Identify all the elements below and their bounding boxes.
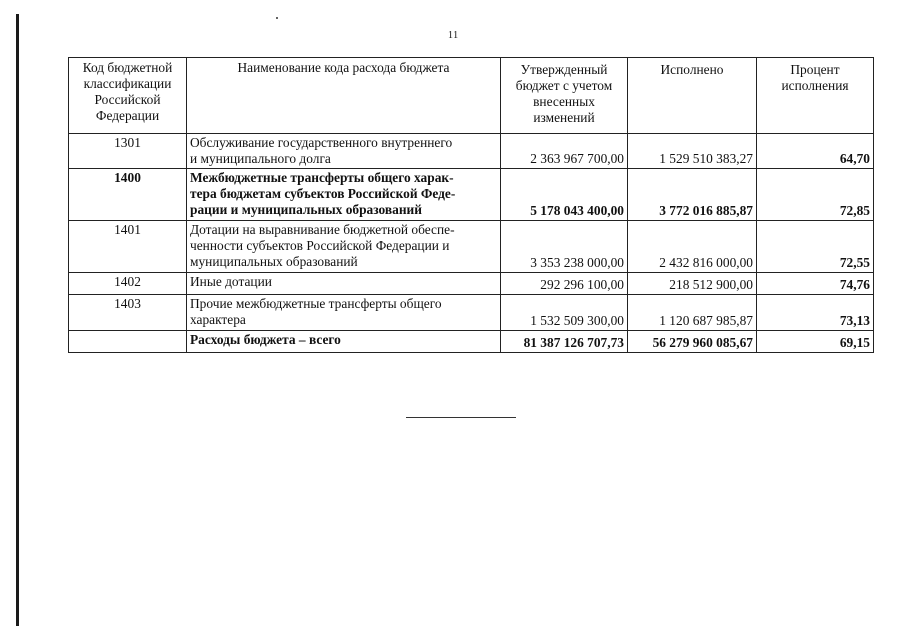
row-name: Иные дотации [187, 273, 501, 295]
table-row [69, 295, 874, 331]
page-number: 11 [448, 30, 459, 41]
row-percent: 64,70 [757, 134, 874, 169]
row-name: Дотации на выравнивание бюджетной обеспе- ченности субъектов Российской Федерации и муниципальных образований [187, 221, 501, 273]
row-code: 1402 [69, 273, 187, 295]
header-executed: Исполнено [628, 58, 757, 134]
header-budget-code: Код бюджетной классификации Российской Федерации [69, 58, 187, 134]
table-row [69, 169, 874, 221]
total-name: Расходы бюджета – всего [187, 331, 501, 353]
row-percent: 73,13 [757, 295, 874, 331]
total-code [69, 331, 187, 353]
row-name: Межбюджетные трансферты общего харак- тера бюджетам субъектов Российской Феде- рации и муниципальных образований [187, 169, 501, 221]
row-code: 1400 [69, 169, 187, 221]
table-row-total [69, 331, 874, 353]
row-executed: 1 120 687 985,87 [628, 295, 757, 331]
total-executed: 56 279 960 085,67 [628, 331, 757, 353]
row-executed: 1 529 510 383,27 [628, 134, 757, 169]
row-percent: 74,76 [757, 273, 874, 295]
row-percent: 72,55 [757, 221, 874, 273]
row-approved: 2 363 967 700,00 [501, 134, 628, 169]
row-name: Обслуживание государственного внутреннего и муниципального долга [187, 134, 501, 169]
table-row [69, 221, 874, 273]
row-approved: 292 296 100,00 [501, 273, 628, 295]
header-execution-percent: Процент исполнения [757, 58, 874, 134]
row-name: Прочие межбюджетные трансферты общего характера [187, 295, 501, 331]
header-approved-budget: Утвержденный бюджет с учетом внесенных изменений [501, 58, 628, 134]
row-code: 1301 [69, 134, 187, 169]
row-executed: 3 772 016 885,87 [628, 169, 757, 221]
scan-edge-line [16, 14, 19, 626]
row-approved: 1 532 509 300,00 [501, 295, 628, 331]
row-code: 1403 [69, 295, 187, 331]
scan-speck [276, 17, 278, 19]
row-percent: 72,85 [757, 169, 874, 221]
budget-execution-table [68, 57, 874, 353]
table-row [69, 134, 874, 169]
row-code: 1401 [69, 221, 187, 273]
total-percent: 69,15 [757, 331, 874, 353]
table-row [69, 273, 874, 295]
row-executed: 2 432 816 000,00 [628, 221, 757, 273]
table-header-row [69, 58, 874, 134]
row-approved: 3 353 238 000,00 [501, 221, 628, 273]
total-approved: 81 387 126 707,73 [501, 331, 628, 353]
row-approved: 5 178 043 400,00 [501, 169, 628, 221]
closing-rule [406, 417, 516, 418]
header-expense-name: Наименование кода расхода бюджета [187, 58, 501, 134]
row-executed: 218 512 900,00 [628, 273, 757, 295]
